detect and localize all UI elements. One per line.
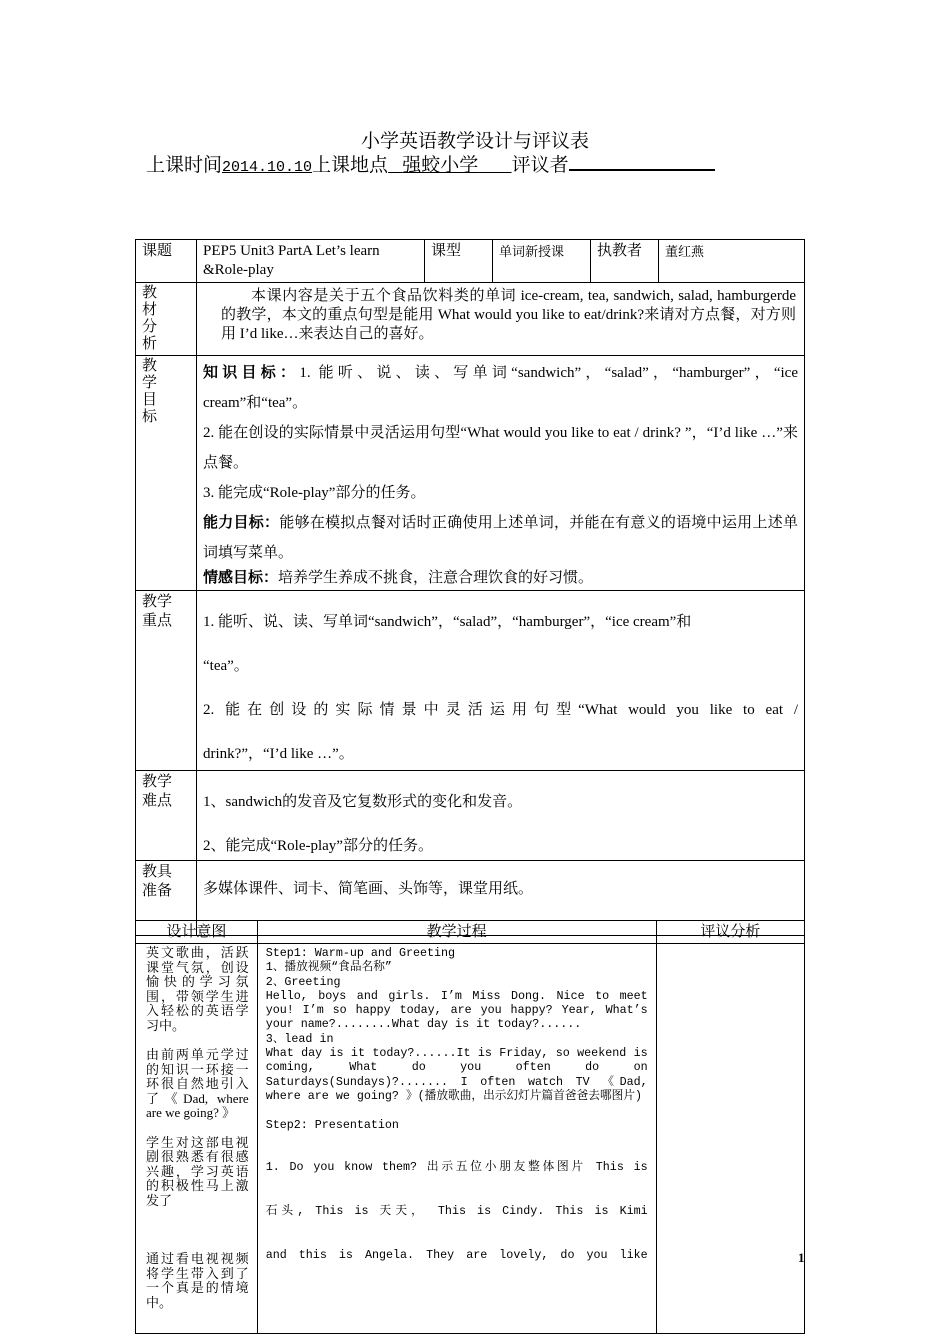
emotion-text: 培养学生养成不挑食，注意合理饮食的好习惯。 bbox=[278, 570, 594, 586]
type-value: 单词新授课 bbox=[493, 240, 591, 283]
intent-4: 通过看电视视频将学生带入到了一个真是的情境中。 bbox=[146, 1251, 249, 1310]
process-header: 教学过程 bbox=[257, 921, 656, 944]
process-cell bbox=[257, 944, 656, 1334]
ability-text: 能够在模拟点餐对话时正确使用上述单词，并能在有意义的语境中运用上述单词填写菜单。 bbox=[203, 515, 798, 561]
step2-title: Step2: Presentation bbox=[265, 1118, 399, 1133]
key-content bbox=[197, 591, 805, 771]
difficulty-label: 教学难点 bbox=[136, 771, 197, 861]
process-line: Step1: Warm-up and Greeting bbox=[265, 946, 456, 960]
document-title: 小学英语教学设计与评议表 bbox=[360, 131, 589, 152]
process-table bbox=[135, 920, 805, 1334]
difficulty-item-1: 1、sandwich的发音及它复数形式的变化和发音。 bbox=[203, 794, 523, 810]
teacher-value: 董红燕 bbox=[659, 240, 805, 283]
key-item-2b: drink?”，“I’d like …”。 bbox=[203, 746, 354, 762]
key-item-1a: 1. 能听、说、读、写单词“sandwich”，“salad”，“hamburger”，“ice cream”和 bbox=[203, 614, 692, 630]
knowledge-1: 1. 能听、说、读、写单词“sandwich”，“salad”，“hamburger”，“ice cream”和“tea”。 bbox=[203, 365, 798, 411]
time-value: 2014.10.10 bbox=[222, 159, 313, 176]
knowledge-3: 3. 能完成“Role-play”部分的任务。 bbox=[203, 485, 426, 501]
design-intent-cell bbox=[136, 944, 258, 1334]
ability-title: 能力目标： bbox=[203, 515, 280, 531]
tools-label: 教具准备 bbox=[136, 861, 197, 936]
place-value: 强蛟小学 bbox=[402, 155, 479, 176]
process-line: What day is it today?......It is Friday, so weekend is coming, What do you often do on Saturdays(Sundays)?....... I often watch TV 《Dad, where are we going? 》(播放歌曲，出示幻灯片篇首爸爸去哪图片) bbox=[265, 1046, 648, 1103]
reviewer-blank bbox=[569, 153, 715, 171]
presentation-line-2: 石头, This is 天天， This is Cindy. This is Kimi bbox=[265, 1203, 648, 1218]
difficulty-item-2: 2、能完成“Role-play”部分的任务。 bbox=[203, 838, 433, 854]
process-line: 1、播放视频“食品名称” bbox=[265, 960, 392, 975]
material-label: 教材分析 bbox=[136, 283, 197, 356]
goals-label: 教学目标 bbox=[136, 356, 197, 591]
place-label: 上课地点 bbox=[312, 155, 389, 176]
intent-header: 设计意图 bbox=[136, 921, 258, 944]
process-line: 3、lead in bbox=[265, 1031, 334, 1046]
time-label: 上课时间 bbox=[146, 155, 223, 176]
material-text: 本课内容是关于五个食品饮料类的单词 ice-cream, tea, sandwich, salad, hamburgerde的教学，本文的重点句型是能用 What would you like to eat/drink?来请对方点餐，对方则用 I’d like…来表达自己的喜好。 bbox=[197, 283, 805, 356]
lesson-info-table bbox=[135, 239, 805, 936]
topic-label: 课题 bbox=[136, 240, 197, 283]
process-line: 2、Greeting bbox=[265, 974, 341, 989]
process-line: Hello, boys and girls. I’m Miss Dong. Nice to meet you! I’m so happy today, are you happy? Year, What’s your name?........What day is it today?...... bbox=[265, 988, 648, 1032]
teacher-label: 执教者 bbox=[591, 240, 659, 283]
intent-1: 英文歌曲，活跃课堂气氛，创设愉快的学习氛围，带领学生进入轻松的英语学习中。 bbox=[146, 945, 249, 1033]
review-cell bbox=[656, 944, 804, 1334]
key-item-1b: “tea”。 bbox=[203, 658, 249, 674]
difficulty-content bbox=[197, 771, 805, 861]
key-label: 教学重点 bbox=[136, 591, 197, 771]
topic-value: PEP5 Unit3 PartA Let’s learn &Role-play bbox=[197, 240, 425, 283]
emotion-title: 情感目标： bbox=[203, 570, 279, 586]
goals-content bbox=[197, 356, 805, 591]
type-label: 课型 bbox=[425, 240, 493, 283]
presentation-line-1: 1. Do you know them? 出示五位小朋友整体图片 This is bbox=[265, 1159, 648, 1174]
lesson-meta-line bbox=[146, 150, 715, 177]
key-item-2a: 2. 能在创设的实际情景中灵活运用句型“What would you like to eat / bbox=[203, 702, 798, 718]
intent-3: 学生对这部电视剧很熟悉有很感兴趣，学习英语的积极性马上激发了 bbox=[146, 1134, 249, 1208]
reviewer-label: 评议者 bbox=[511, 155, 569, 176]
intent-2: 由前两单元学过的知识一环接一环很自然地引入了《Dad, where are we going? 》 bbox=[146, 1047, 249, 1120]
knowledge-title: 知识目标： bbox=[203, 365, 300, 381]
tools-text: 多媒体课件、词卡、简笔画、头饰等，课堂用纸。 bbox=[197, 861, 805, 936]
page-number: 1 bbox=[798, 1250, 805, 1265]
review-header: 评议分析 bbox=[656, 921, 804, 944]
presentation-line-3: and this is Angela. They are lovely, do you like bbox=[265, 1247, 648, 1262]
knowledge-2: 2. 能在创设的实际情景中灵活运用句型“What would you like to eat / drink? ”，“I’d like …”来点餐。 bbox=[203, 425, 798, 471]
